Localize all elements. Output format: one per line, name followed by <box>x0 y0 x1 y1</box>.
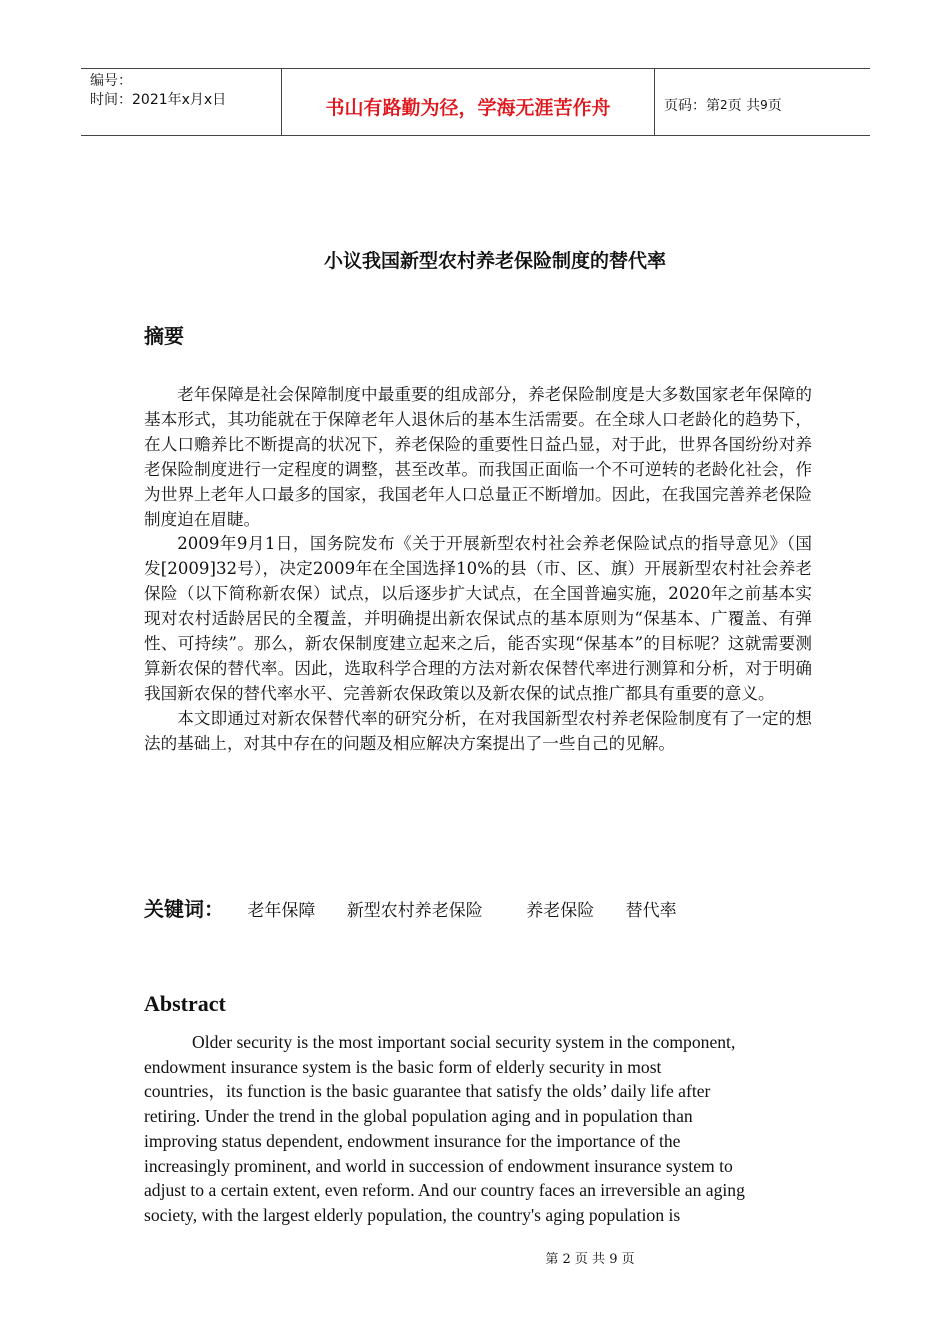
abstract-en-line: endowment insurance system is the basic form of elderly security in most <box>144 1056 662 1077</box>
header-motto: 书山有路勤为径，学海无涯苦作舟 <box>282 69 655 135</box>
abstract-en-line: adjust to a certain extent, even reform. And our country faces an irreversible an aging <box>144 1180 745 1201</box>
number-label: 编号： <box>90 73 132 89</box>
page-code-suffix: 页 <box>767 98 782 114</box>
page-footer: 第 2 页 共 9 页 <box>545 1252 635 1267</box>
page-code-prefix: 页码：第 <box>664 98 720 114</box>
abstract-en-body <box>144 1030 804 1228</box>
page-total: 9 <box>760 98 768 112</box>
abstract-cn-paragraph: 本文即通过对新农保替代率的研究分析，在对我国新型农村养老保险制度有了一定的想法的基础上，对其中存在的问题及相应解决方案提出了一些自己的见解。 <box>144 708 812 753</box>
keyword: 新型农村养老保险 <box>346 901 483 921</box>
keywords-label: 关键词： <box>144 897 224 921</box>
abstract-en-line: society, with the largest elderly population, the country's aging population is <box>144 1204 681 1225</box>
abstract-en-heading: Abstract <box>144 991 226 1016</box>
abstract-cn-heading: 摘要 <box>144 324 184 348</box>
abstract-en-line: improving status dependent, endowment insurance for the importance of the <box>144 1130 681 1151</box>
document-header <box>81 68 870 136</box>
abstract-en-line: countries，its function is the basic guarantee that satisfy the olds’ daily life after <box>144 1081 711 1102</box>
abstract-en-line: increasingly prominent, and world in succession of endowment insurance system to <box>144 1155 733 1176</box>
keyword: 养老保险 <box>526 901 595 921</box>
abstract-cn-body <box>144 383 812 757</box>
abstract-en-line: retiring. Under the trend in the global population aging and in population than <box>144 1106 693 1127</box>
keywords-line <box>144 893 703 922</box>
page-current: 2 <box>720 98 728 112</box>
time-label: 时间：2021年x月x日 <box>90 92 227 108</box>
keyword: 替代率 <box>625 901 677 921</box>
header-meta <box>81 69 282 135</box>
header-page-code <box>655 69 870 135</box>
keyword: 老年保障 <box>247 901 316 921</box>
abstract-en-line: Older security is the most important social security system in the component, <box>192 1032 736 1052</box>
abstract-cn-paragraph: 老年保障是社会保障制度中最重要的组成部分，养老保险制度是大多数国家老年保障的基本形式，其功能就在于保障老年人退休后的基本生活需要。在全球人口老龄化的趋势下，在人口赡养比不断提高的状况下，养老保险的重要性日益凸显，对于此，世界各国纷纷对养老保险制度进行一定程度的调整，甚至改革。而我国正面临一个不可逆转的老龄化社会，作为世界上老年人口最多的国家，我国老年人口总量正不断增加。因此，在我国完善养老保险制度迫在眉睫。 <box>144 385 812 529</box>
page-code-mid: 页 共 <box>727 98 761 114</box>
document-title: 小议我国新型农村养老保险制度的替代率 <box>323 250 666 272</box>
abstract-cn-paragraph: 2009年9月1日，国务院发布《关于开展新型农村社会养老保险试点的指导意见》（国发[2009]32号），决定2009年在全国选择10%的县（市、区、旗）开展新型农村社会养老保险（以下简称新农保）试点，以后逐步扩大试点，在全国普遍实施，2020年之前基本实现对农村适龄居民的全覆盖，并明确提出新农保试点的基本原则为“保基本、广覆盖、有弹性、可持续”。那么，新农保制度建立起来之后，能否实现“保基本”的目标呢？这就需要测算新农保的替代率。因此，选取科学合理的方法对新农保替代率进行测算和分析，对于明确我国新农保的替代率水平、完善新农保政策以及新农保的试点推广都具有重要的意义。 <box>144 534 812 703</box>
